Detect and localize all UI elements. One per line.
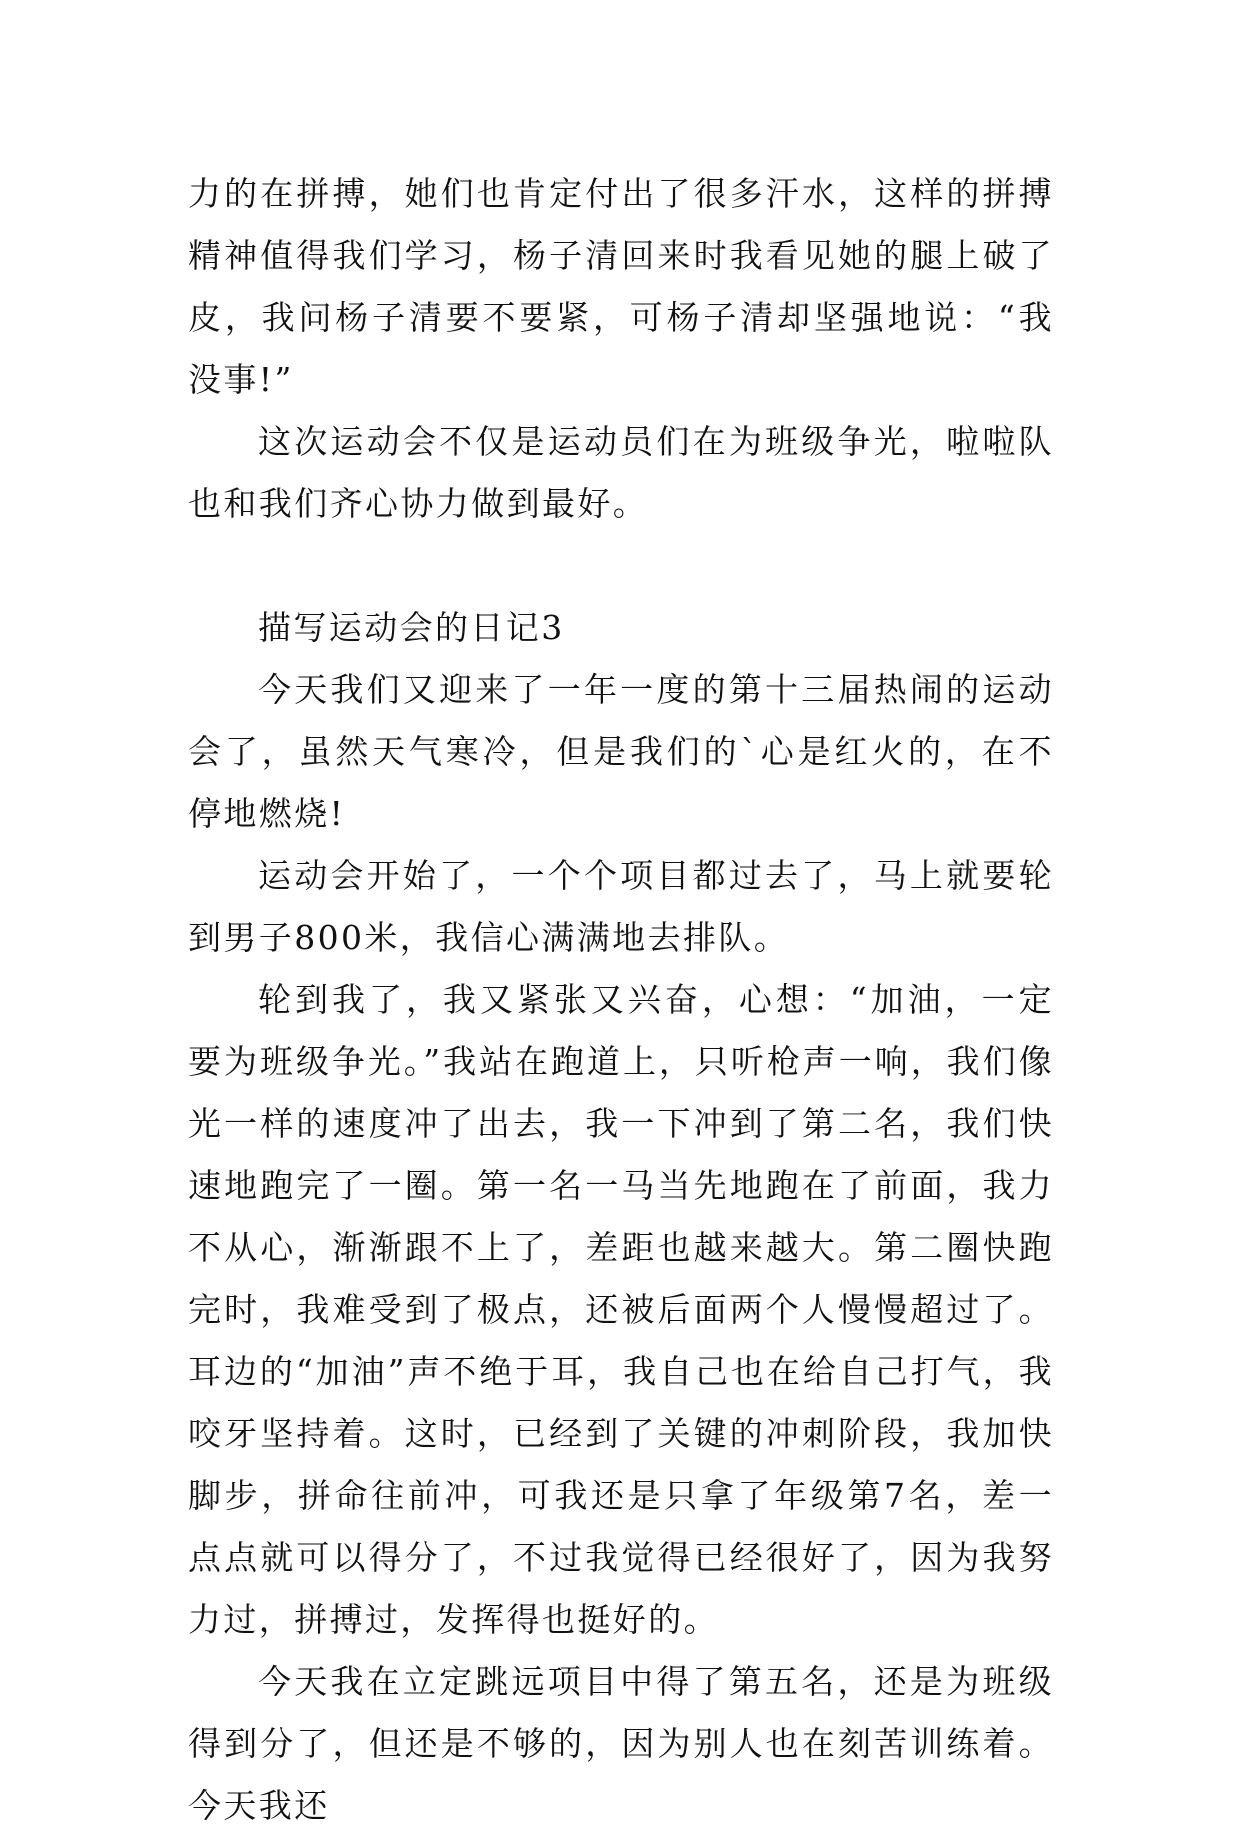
paragraph-long-jump: 今天我在立定跳远项目中得了第五名，还是为班级得到分了，但还是不够的，因为别人也在刻苦训练着。今天我还 xyxy=(188,1662,1054,1825)
paragraph-intro: 今天我们又迎来了一年一度的第十三届热闹的运动会了，虽然天气寒冷，但是我们的`心是红火的，在不停地燃烧! xyxy=(188,670,1054,833)
paragraph-continued: 力的在拼搏，她们也肯定付出了很多汗水，这样的拼搏精神值得我们学习，杨子清回来时我看见她的腿上破了皮，我问杨子清要不要紧，可杨子清却坚强地说：“我没事!” xyxy=(188,174,1054,399)
paragraph-cheer-squad: 这次运动会不仅是运动员们在为班级争光，啦啦队也和我们齐心协力做到最好。 xyxy=(188,422,1054,523)
section-spacer xyxy=(188,535,1054,597)
paragraph-800m: 运动会开始了，一个个项目都过去了，马上就要轮到男子800米，我信心满满地去排队。 xyxy=(188,856,1054,957)
paragraph-race: 轮到我了，我又紧张又兴奋，心想：“加油，一定要为班级争光。”我站在跑道上，只听枪声一响，我们像光一样的速度冲了出去，我一下冲到了第二名，我们快速地跑完了一圈。第一名一马当先地跑在了前面，我力不从心，渐渐跟不上了，差距也越来越大。第二圈快跑完时，我难受到了极点，还被后面两个人慢慢超过了。耳边的“加油”声不绝于耳，我自己也在给自己打气，我咬牙坚持着。这时，已经到了关键的冲刺阶段，我加快脚步，拼命往前冲，可我还是只拿了年级第7名，差一点点就可以得分了，不过我觉得已经很好了，因为我努力过，拼搏过，发挥得也挺好的。 xyxy=(188,980,1054,1639)
document-body xyxy=(188,163,1054,1837)
section-heading: 描写运动会的日记3 xyxy=(258,608,565,647)
